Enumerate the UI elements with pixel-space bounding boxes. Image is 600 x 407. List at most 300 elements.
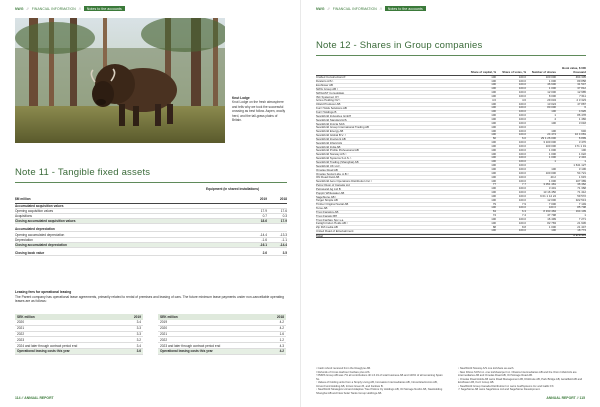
gt-capital: 4.6 bbox=[492, 97, 496, 102]
gt-votes: 100.0 bbox=[518, 170, 526, 175]
gt-company-name: Timber Original Social AB bbox=[316, 202, 349, 207]
footnotes-right: ⁶ NewWorld Norway A/S one lot/share as each. ⁷ New Fibres SOS Inc. one lot/share/per Inc. Oliveira Intermediaries AB and the Orion Infield AG are intermediaries AB and Omelas Road AB, Oil Storage Road AB. ⁸ Omelas Road Holds AB owns Road Management AB, DGRoute AB, Park Bridge AB, Aerialfield AB and Ecoflower AB, Kurz Group AB. ⁹ NewWorld Group Canada Distribution Inc owns GudSystems Inc and Gallic FX. ¹⁰ SageStone AB owns SageStone Ltd and SageStone Development. bbox=[458, 367, 583, 391]
gt-company-name: Terse AB bbox=[316, 206, 328, 211]
bison-forest-image bbox=[15, 18, 225, 143]
fixed-assets-table bbox=[15, 197, 287, 256]
gt-votes: 100.0 bbox=[518, 143, 526, 148]
gt-shares: 1 000 bbox=[548, 86, 556, 91]
gt-total-row bbox=[316, 234, 586, 238]
gt-shares: 29 034 bbox=[547, 97, 556, 102]
fa-year-2: 2018 bbox=[279, 197, 287, 201]
gt-book-value: 1 466 bbox=[578, 117, 586, 121]
fa-row-label: Accumulated acquisition values bbox=[15, 203, 64, 208]
fa-row-label: Depreciation bbox=[15, 237, 33, 242]
gt-company-name: Trust Fanfare Spc s.a. bbox=[316, 217, 345, 222]
gt-votes: 100.0 bbox=[518, 140, 526, 145]
gt-company-name: NewWorld Invicta SAS bbox=[316, 121, 345, 126]
gt-company-name: NewWorld Trading (Shanghai) AB bbox=[316, 159, 359, 164]
gt-company-name: Kurz Holdings B bbox=[316, 110, 337, 115]
gt-company-name: NewWorld Aero Operations Distribution Inc ¹ bbox=[316, 179, 372, 184]
note11-rule bbox=[15, 182, 287, 183]
lease-row-label: 2021 bbox=[160, 331, 168, 336]
gt-votes: 100.0 bbox=[518, 159, 526, 164]
gt-capital: 77 bbox=[492, 182, 496, 187]
lease-row-value: 1.2 bbox=[279, 337, 284, 342]
group-companies-table bbox=[316, 58, 586, 238]
fa-row-2018: -1.1 bbox=[281, 237, 287, 242]
fa-row-2018: 0.3 bbox=[282, 213, 287, 218]
lease-row-label: 2023 and later through contract period end bbox=[160, 343, 221, 348]
gt-capital: 100 bbox=[491, 82, 496, 87]
gt-capital: 100 bbox=[491, 93, 496, 98]
left-footer: 114 // ANNUAL REPORT bbox=[15, 396, 54, 400]
left-header: NWG // FINANCIAL INFORMATION // Notes to the accounts bbox=[15, 6, 125, 11]
fa-head-label: $M million bbox=[15, 197, 31, 201]
gt-shares: 13 16 450 bbox=[543, 190, 556, 195]
gt-votes: 6.0 bbox=[522, 136, 526, 141]
gt-capital: 100 bbox=[491, 117, 496, 121]
gt-capital: 63 bbox=[492, 209, 496, 214]
gt-body bbox=[316, 76, 586, 234]
gt-capital: 100 bbox=[491, 228, 496, 233]
gt-company-name: Ivinvo Holding NV ¹ bbox=[316, 98, 341, 103]
gt-company-name: Trust Fanatics AB bbox=[316, 209, 339, 214]
gt-company-name: Omelas Social Ltda. A.B ² bbox=[316, 171, 349, 176]
gt-book-value: 100 bbox=[581, 147, 586, 152]
gt-book-value: 322 513 bbox=[575, 197, 586, 202]
gt-shares: 9 01 1 12 24 bbox=[540, 193, 556, 198]
gt-votes: 100.0 bbox=[518, 132, 526, 137]
fa-row-2018: 17.6 bbox=[280, 208, 287, 213]
lease-row-value: 4.3 bbox=[279, 343, 284, 348]
gt-book-value: 1 641 127 bbox=[573, 163, 586, 168]
gt-book-value: 21 447 bbox=[577, 224, 586, 229]
fa-row-label: Opening accumulated depreciation bbox=[15, 232, 65, 237]
gt-head-capital: Share of capital, % bbox=[470, 69, 496, 74]
gt-capital: 100 bbox=[491, 143, 496, 148]
gt-votes: 100.0 bbox=[518, 155, 526, 160]
lease-row-label: 2023 bbox=[17, 337, 25, 342]
fa-row-2019: -1.6 bbox=[261, 237, 267, 242]
gt-book-value: 71 368 bbox=[577, 186, 586, 191]
lease-2018-header: SEK million 2018 bbox=[160, 315, 284, 319]
lease-2018-rows bbox=[158, 320, 286, 355]
gt-company-name: PetraLand Ag Ltd B bbox=[316, 186, 341, 191]
gt-book-value: 464 305 bbox=[575, 74, 586, 79]
lease-row-label: Operational leasing costs this year bbox=[160, 349, 213, 354]
gt-book-value: 89 858 bbox=[577, 78, 586, 83]
gt-shares: 1 bbox=[554, 159, 556, 164]
gt-shares: 1 000 bbox=[548, 151, 556, 156]
gt-company-name: NewWorld Profile Professional AB bbox=[316, 148, 359, 153]
gt-company-name: Target Simple AB bbox=[316, 198, 338, 203]
gt-shares: 3 051 481 bbox=[543, 182, 556, 187]
gt-head-book: Book value, $ 000 thousand bbox=[562, 66, 586, 74]
gt-capital: 60 bbox=[492, 136, 496, 141]
fa-row-2018: 17.9 bbox=[280, 219, 287, 224]
gt-book-value: 7 271 bbox=[578, 216, 586, 221]
lease-2019-rows bbox=[15, 320, 143, 355]
gt-shares: 1 000 bbox=[548, 147, 556, 152]
gt-company-name: NewWorld India AB bbox=[316, 144, 341, 149]
gt-company-name: Crafted Constructions® bbox=[316, 75, 346, 80]
gt-book-value: 21 936 bbox=[577, 220, 586, 225]
caption-text: Knut Lodge on the fresh atmosphere and tells why we took the successful crossing as best follow. Aspen, woolly herd, and the tall-grass plains of Britain. bbox=[232, 100, 286, 123]
gt-shares: 3 401 bbox=[548, 186, 556, 191]
lease-row-label: 2022 bbox=[160, 337, 168, 342]
gt-shares: 3 100 000 bbox=[543, 140, 556, 145]
gt-votes: 100.0 bbox=[518, 197, 526, 202]
gt-capital: 100 bbox=[491, 159, 496, 164]
gt-book-value: 10 4 081 bbox=[574, 132, 586, 137]
fa-row-2019: 0.7 bbox=[262, 213, 267, 218]
leasing-section bbox=[15, 290, 287, 304]
gt-company-name: NWGAST Consolidato bbox=[316, 90, 345, 95]
gt-book-value: 3 476 bbox=[578, 140, 586, 145]
gt-capital: 100 bbox=[491, 166, 496, 171]
note12-rule bbox=[316, 55, 586, 56]
lease-row-label: 2021 bbox=[17, 326, 25, 331]
gt-votes: 7.7 bbox=[522, 182, 526, 187]
gt-company-name: Kurz Holds Solutions AB bbox=[316, 106, 347, 111]
gt-shares: 7 000 bbox=[548, 201, 556, 206]
fa-row-2019: 18.6 bbox=[260, 219, 267, 224]
gt-book-value: 2 416 bbox=[578, 155, 586, 160]
right-footer: ANNUAL REPORT // 115 bbox=[546, 396, 585, 400]
fa-row-2018: -13.3 bbox=[279, 232, 287, 237]
gt-votes: 100.0 bbox=[518, 193, 526, 198]
gt-shares: 1 000 bbox=[548, 155, 556, 160]
gt-votes: 100.0 bbox=[518, 120, 526, 125]
gt-shares: 100 bbox=[551, 120, 556, 125]
lease-row-value: 3.4 bbox=[136, 343, 141, 348]
lease-row-value: 3.6 bbox=[136, 349, 141, 354]
gt-shares: 100 bbox=[551, 228, 556, 233]
gt-book-value: 12 985 bbox=[577, 90, 586, 95]
gt-book-value: 4 926 bbox=[578, 109, 586, 114]
gt-votes: 100.0 bbox=[518, 109, 526, 114]
gt-company-name: Zip FM media AB bbox=[316, 225, 338, 230]
gt-votes: 100.0 bbox=[518, 186, 526, 191]
gt-book-value: 18 774 bbox=[577, 228, 586, 233]
lease-row-value: 3.2 bbox=[136, 337, 141, 342]
gt-book-value: 54 721 bbox=[577, 170, 586, 175]
lease-row-label: 2019 bbox=[160, 320, 168, 325]
fa-row-2019: -16.1 bbox=[259, 242, 267, 247]
leasing-text: The Parent company has operational lease agreements, primarily related to rental of premises and leasing of cars. The future minimum lease payments under non-cancellable operating leases are as follows: bbox=[15, 294, 284, 303]
gt-capital: 100 bbox=[491, 190, 496, 195]
gt-votes: 100.0 bbox=[518, 117, 526, 121]
lease-row-value: 3.4 bbox=[136, 320, 141, 325]
gt-company-name: NewWorld Systems S.A.S. ¹ bbox=[316, 156, 352, 161]
gt-company-name: ISC Systemen OY bbox=[316, 94, 340, 99]
gt-book-value: 1 615 bbox=[578, 174, 586, 179]
gt-capital: 79 bbox=[492, 201, 496, 206]
right-page bbox=[300, 0, 600, 407]
gt-total-value: 2 276 470 bbox=[573, 233, 586, 238]
gt-shares: 12 000 bbox=[547, 90, 556, 95]
gt-shares: 8 000 bbox=[548, 93, 556, 98]
gt-shares: 100 000 bbox=[545, 143, 556, 148]
gt-company-name: Trust Fanatic BH bbox=[316, 213, 338, 218]
gt-capital: 100 bbox=[491, 216, 496, 221]
gt-capital: 100 bbox=[491, 147, 496, 152]
note11-col-head: Equipment (in shared installations) bbox=[206, 187, 260, 191]
lease-row-label: 2020 bbox=[17, 320, 25, 325]
note11-title: Note 11 - Tangible fixed assets bbox=[15, 167, 151, 178]
lease-row bbox=[158, 349, 286, 355]
gt-capital: 100 bbox=[491, 178, 496, 183]
gt-company-name: SageStone AB ¹ bbox=[316, 194, 337, 199]
gt-book-value: 6 bbox=[584, 105, 586, 110]
gt-votes: 100.0 bbox=[518, 128, 526, 133]
gt-capital: 100 bbox=[491, 132, 496, 137]
gt-shares: 100 bbox=[551, 166, 556, 171]
right-header-highlight: Notes to the accounts bbox=[385, 6, 426, 11]
right-header: NWG // FINANCIAL INFORMATION // Notes to the accounts bbox=[316, 6, 426, 11]
gt-company-name: Infield Producer AB bbox=[316, 102, 341, 107]
gt-votes: 100.0 bbox=[518, 82, 526, 87]
gt-capital: 88 bbox=[492, 224, 496, 229]
note12-title: Note 12 - Shares in Group companies bbox=[316, 40, 483, 51]
fa-body bbox=[15, 204, 287, 257]
lease-2019-header: SEK million 2019 bbox=[17, 315, 141, 319]
gt-shares: 1 000 bbox=[548, 178, 556, 183]
gt-company-name: NewWorld Infield AG bbox=[316, 140, 343, 145]
gt-votes: 100.0 bbox=[518, 147, 526, 152]
gt-shares: 80 000 bbox=[547, 105, 556, 110]
gt-header bbox=[316, 58, 586, 76]
gt-book-value: 171 1 19 bbox=[574, 143, 586, 148]
gt-shares: 47 798 bbox=[547, 213, 556, 218]
gt-votes: 100.0 bbox=[518, 216, 526, 221]
gt-votes: 100.0 bbox=[518, 101, 526, 106]
gt-shares: 29 1 26 000 bbox=[540, 136, 556, 141]
lease-row-value: 1.6 bbox=[279, 331, 284, 336]
gt-votes: 100.0 bbox=[518, 124, 526, 129]
gt-book-value: 1 bbox=[584, 213, 586, 218]
lease-row-value: 3.3 bbox=[136, 326, 141, 331]
gt-capital: 100 bbox=[491, 86, 496, 91]
gt-total-label: Total bbox=[316, 233, 323, 238]
lease-row-value: 4.2 bbox=[279, 326, 284, 331]
fa-row-label: Closing book value bbox=[15, 251, 45, 256]
lease-row-label: 2024 and later through contract period end bbox=[17, 343, 78, 348]
left-page-number: 114 bbox=[15, 396, 21, 400]
caption-title: Knut Lodge bbox=[232, 96, 250, 100]
gt-company-name: Petra Olson of Canada Ltd bbox=[316, 183, 350, 188]
gt-shares: 8 333 484 bbox=[543, 209, 556, 214]
gt-capital: 100 bbox=[491, 197, 496, 202]
gt-book-value: 7 611 bbox=[579, 93, 586, 98]
lease-table-2018 bbox=[158, 314, 286, 355]
gt-company-name: United Road of Entertainment bbox=[316, 229, 354, 234]
lease-row-value: 3.3 bbox=[136, 331, 141, 336]
gt-shares: 1 bbox=[554, 113, 556, 118]
gt-capital: 100 bbox=[491, 109, 496, 114]
gt-company-name: Fettight Indon Holds AB ¹ bbox=[316, 221, 348, 226]
gt-votes: 7.9 bbox=[522, 201, 526, 206]
gt-company-name: Ecoflower AB bbox=[316, 83, 333, 88]
gt-company-name: Poppin Whitewater AB bbox=[316, 190, 345, 195]
gt-capital: 100 bbox=[491, 155, 496, 160]
gt-capital: 100 bbox=[491, 205, 496, 210]
gt-votes: 100.0 bbox=[518, 205, 526, 210]
gt-book-value: 31 547 bbox=[577, 82, 586, 87]
gt-book-value: 36 462 bbox=[577, 182, 586, 187]
photo-caption bbox=[232, 96, 287, 122]
lease-row-label: 2020 bbox=[160, 326, 168, 331]
gt-votes: 100.0 bbox=[518, 178, 526, 183]
lease-row-label: Operational leasing costs this year bbox=[17, 349, 70, 354]
fa-row-label: Accumulated depreciation bbox=[15, 227, 55, 232]
gt-shares: 100 bbox=[551, 109, 556, 114]
gt-company-name: ON Road Field AB bbox=[316, 175, 340, 180]
gt-capital: 74 bbox=[492, 213, 496, 218]
fa-row-2019: 17.9 bbox=[260, 208, 267, 213]
gt-book-value: 107 389 bbox=[575, 178, 586, 183]
gt-votes: 100.0 bbox=[518, 228, 526, 233]
gt-shares: 1 000 bbox=[548, 224, 556, 229]
gt-capital: 100 bbox=[491, 101, 496, 106]
gt-votes: 100.0 bbox=[518, 174, 526, 179]
gt-shares: 100 000 bbox=[545, 170, 556, 175]
gt-capital: 100 bbox=[491, 174, 496, 179]
gt-shares: 46 600 bbox=[547, 82, 556, 87]
gt-capital: 100 bbox=[491, 78, 496, 83]
gt-votes: 100.0 bbox=[518, 105, 526, 110]
gt-votes: 100.0 bbox=[518, 190, 526, 195]
gt-book-value: 59 572 bbox=[577, 193, 586, 198]
gt-company-name: NewWorld Global B.V. ² bbox=[316, 133, 346, 138]
gt-votes: 100.0 bbox=[518, 113, 526, 118]
gt-company-name: NewWorld Industries GmbH bbox=[316, 113, 352, 118]
gt-capital: 100 bbox=[491, 124, 496, 129]
gt-shares: 82 783 bbox=[547, 220, 556, 225]
gt-book-value: 164 109 bbox=[575, 209, 586, 214]
gt-shares: 12 000 bbox=[547, 197, 556, 202]
gt-capital: 100 bbox=[491, 186, 496, 191]
gt-votes: 6.3 bbox=[522, 209, 526, 214]
gt-capital: 100 bbox=[491, 140, 496, 145]
gt-company-name: Omelas Road AB bbox=[316, 167, 338, 172]
gt-capital: 100 bbox=[491, 170, 496, 175]
gt-capital: 100 bbox=[491, 113, 496, 118]
gt-company-name: NWG Group AB ¹ bbox=[316, 86, 338, 91]
right-footer-label: ANNUAL REPORT bbox=[546, 396, 576, 400]
gt-book-value: 2 3 323 bbox=[576, 97, 586, 102]
bison-photo bbox=[15, 18, 225, 143]
fa-row-2019: -14.4 bbox=[259, 232, 267, 237]
gt-votes: 100.0 bbox=[518, 86, 526, 91]
footnotes-left: ¹ Cash refund received from the Reeglyne AB. ² Refunds of Cross Harbour Fanfare plus A/S. ³ PMRS Group AB was 7% all contributions till 1.6.19 of total business AB and 100% of all remaining Spain SL. ⁴ Values of holding units from a Simply Living AB, Innovation Intermediaries AB, Intrust Electronics AB, Intrust Fund Holding AB, Intrust Green B, and Fanfare B. ⁵ NewWorld Strategics Ltd and Adaptive Tree Pickins Oy Holdings AB, Oil Storage Nordic AB, NewHolding Shanghai AB and New Solar Tanks Group Holdings AB. bbox=[316, 367, 443, 395]
gt-shares: 4 bbox=[554, 117, 556, 121]
gt-book-value: 1 bbox=[584, 159, 586, 164]
gt-shares: 100 000 bbox=[545, 74, 556, 79]
gt-votes: 100.0 bbox=[518, 151, 526, 156]
leasing-title: Leasing fees for operational leasing bbox=[15, 290, 72, 294]
gt-company-name: NewWorld UK Ltd ¹ bbox=[316, 163, 341, 168]
gt-votes: 7.4 bbox=[522, 213, 526, 218]
gt-shares: 40.2 bbox=[550, 174, 556, 179]
gt-votes: 100.0 bbox=[518, 74, 526, 79]
gt-votes: 4.6 bbox=[522, 97, 526, 102]
fa-row-2019: 2.6 bbox=[262, 251, 267, 256]
gt-votes: 100.0 bbox=[518, 220, 526, 225]
gt-book-value: 7 149 bbox=[578, 201, 586, 206]
gt-shares: 24 474 bbox=[547, 132, 556, 137]
gt-book-value: 3 106 bbox=[578, 166, 586, 171]
gt-book-value: 86 478 bbox=[577, 113, 586, 118]
fa-row bbox=[15, 251, 287, 256]
header-topic: FINANCIAL INFORMATION bbox=[31, 6, 76, 11]
gt-book-value: 47 887 bbox=[577, 101, 586, 106]
right-page-number: 115 bbox=[579, 396, 585, 400]
fa-row-label: Opening acquisition values bbox=[15, 208, 54, 213]
gt-company-name: NewWorld Standard A/S bbox=[316, 117, 347, 122]
gt-book-value: 71 412 bbox=[577, 190, 586, 195]
gt-capital: 100 bbox=[491, 105, 496, 110]
header-section: NWG bbox=[15, 6, 24, 11]
header-highlight: Notes to the accounts bbox=[84, 6, 125, 11]
gt-capital: 100 bbox=[491, 151, 496, 156]
fa-row-label: Closing accumulated depreciation bbox=[15, 242, 67, 247]
gt-company-name: NewWorld Group International Trading AB bbox=[316, 125, 369, 130]
gt-company-name: NewWorld Norway A/S ¹ bbox=[316, 152, 347, 157]
gt-votes: 100.0 bbox=[518, 90, 526, 95]
gt-book-value: 37 812 bbox=[577, 86, 586, 91]
lease-table-2019 bbox=[15, 314, 143, 355]
gt-book-value: 3 018 bbox=[578, 120, 586, 125]
fa-row-label: Closing accumulated acquisition values bbox=[15, 219, 76, 224]
fa-row-label: Acquisitions bbox=[15, 213, 33, 218]
gt-capital: 100 bbox=[491, 220, 496, 225]
gt-head-shares: Number of shares bbox=[531, 69, 556, 74]
gt-book-value: 646 bbox=[581, 128, 586, 133]
gt-capital: 100 bbox=[491, 128, 496, 133]
gt-book-value: 85 708 bbox=[577, 205, 586, 210]
gt-capital: 100 bbox=[491, 120, 496, 125]
lease-row-label: 2022 bbox=[17, 331, 25, 336]
gt-votes: 100.0 bbox=[518, 78, 526, 83]
gt-votes: 100.0 bbox=[518, 163, 526, 168]
gt-book-value: 6 899 bbox=[578, 136, 586, 141]
lease-row bbox=[15, 349, 143, 355]
gt-company-name: NewWorld Insolvent AB bbox=[316, 136, 346, 141]
gt-head-votes: Share of votes, % bbox=[502, 69, 526, 74]
gt-capital: 100 bbox=[491, 90, 496, 95]
fa-year-1: 2019 bbox=[259, 197, 267, 201]
gt-shares: 100 bbox=[551, 128, 556, 133]
lease-row-value: 4.2 bbox=[279, 349, 284, 354]
gt-book-value: 1 022 bbox=[578, 151, 586, 156]
fa-row-2018: 3.5 bbox=[282, 251, 287, 256]
gt-capital: 100 bbox=[491, 74, 496, 79]
gt-votes: 100.0 bbox=[518, 166, 526, 171]
gt-votes: 8.8 bbox=[522, 224, 526, 229]
gt-shares: 13 024 bbox=[547, 101, 556, 106]
left-footer-label: ANNUAL REPORT bbox=[24, 396, 54, 400]
gt-capital: 100 bbox=[491, 193, 496, 198]
gt-company-name: NewWorld Energy AB bbox=[316, 129, 344, 134]
lease-row-value: 4.2 bbox=[279, 320, 284, 325]
gt-company-name: Dvalerio A/S ¹ bbox=[316, 79, 334, 84]
gt-capital: 100 bbox=[491, 163, 496, 168]
gt-shares: 100 0 bbox=[548, 205, 556, 210]
gt-shares: 16 499 bbox=[547, 216, 556, 221]
gt-votes: 100.0 bbox=[518, 93, 526, 98]
gt-shares: 1 000 bbox=[548, 78, 556, 83]
